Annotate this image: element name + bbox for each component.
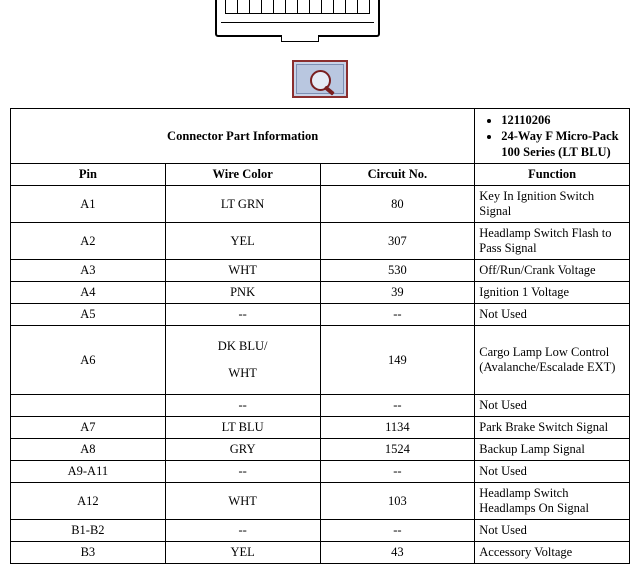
cell-function: Headlamp Switch Headlamps On Signal <box>475 483 630 520</box>
cell-pin: A2 <box>11 223 166 260</box>
cell-circuit: -- <box>320 304 475 326</box>
cell-circuit: -- <box>320 395 475 417</box>
table-row <box>11 417 630 439</box>
connector-cavity <box>226 0 238 13</box>
cell-wire: YEL <box>165 223 320 260</box>
table-row <box>11 483 630 520</box>
header-circuit-no: Circuit No. <box>320 164 475 186</box>
magnifier-icon <box>296 64 344 94</box>
cell-circuit: 1134 <box>320 417 475 439</box>
cell-pin: A7 <box>11 417 166 439</box>
header-wire-color: Wire Color <box>165 164 320 186</box>
connector-cavity-row <box>225 0 370 14</box>
connector-cavity <box>274 0 286 13</box>
cell-wire: LT BLU <box>165 417 320 439</box>
cell-circuit: 307 <box>320 223 475 260</box>
table-row <box>11 223 630 260</box>
cell-function: Not Used <box>475 461 630 483</box>
connector-cavity <box>286 0 298 13</box>
cell-pin: A8 <box>11 439 166 461</box>
cell-circuit: -- <box>320 461 475 483</box>
cell-pin: A6 <box>11 326 166 395</box>
connector-latch-tab <box>281 35 319 42</box>
cell-wire <box>165 326 320 395</box>
cell-pin: A3 <box>11 260 166 282</box>
cell-function: Not Used <box>475 304 630 326</box>
connector-lower-section <box>221 22 374 32</box>
connector-table <box>10 108 630 564</box>
cell-function: Accessory Voltage <box>475 542 630 564</box>
table-row <box>11 186 630 223</box>
part-information-label: Connector Part Information <box>11 109 475 164</box>
cell-circuit: 530 <box>320 260 475 282</box>
table-row <box>11 542 630 564</box>
connector-housing <box>215 0 380 37</box>
part-information-row <box>11 109 630 164</box>
cell-circuit: 103 <box>320 483 475 520</box>
connector-cavity <box>298 0 310 13</box>
cell-wire: WHT <box>165 260 320 282</box>
connector-cavity <box>250 0 262 13</box>
table-row <box>11 461 630 483</box>
cell-function: Key In Ignition Switch Signal <box>475 186 630 223</box>
table-row <box>11 260 630 282</box>
cell-pin: A12 <box>11 483 166 520</box>
cell-function: Off/Run/Crank Voltage <box>475 260 630 282</box>
connector-cavity <box>262 0 274 13</box>
cell-circuit: 149 <box>320 326 475 395</box>
cell-pin: A4 <box>11 282 166 304</box>
cell-circuit: 43 <box>320 542 475 564</box>
cell-function: Not Used <box>475 395 630 417</box>
table-row <box>11 282 630 304</box>
connector-cavity <box>334 0 346 13</box>
cell-circuit: 80 <box>320 186 475 223</box>
cell-pin: A5 <box>11 304 166 326</box>
connector-cavity <box>346 0 358 13</box>
cell-circuit: -- <box>320 520 475 542</box>
cell-function: Backup Lamp Signal <box>475 439 630 461</box>
cell-pin <box>11 395 166 417</box>
table-row <box>11 304 630 326</box>
part-information-values <box>475 109 630 164</box>
connector-diagram <box>0 0 640 108</box>
part-description: • 24-Way F Micro-Pack 100 Series (LT BLU) <box>501 128 625 160</box>
cell-wire: YEL <box>165 542 320 564</box>
cell-pin: A1 <box>11 186 166 223</box>
cell-wire: GRY <box>165 439 320 461</box>
cell-circuit: 39 <box>320 282 475 304</box>
cell-function: Cargo Lamp Low Control (Avalanche/Escalade EXT) <box>475 326 630 395</box>
table-row <box>11 520 630 542</box>
cell-wire-line1: DK BLU/ <box>217 339 268 353</box>
cell-wire: PNK <box>165 282 320 304</box>
cell-function: Not Used <box>475 520 630 542</box>
cell-wire: -- <box>165 395 320 417</box>
cell-wire: -- <box>165 461 320 483</box>
cell-pin: B3 <box>11 542 166 564</box>
table-row <box>11 395 630 417</box>
connector-cavity <box>358 0 369 13</box>
cell-wire: LT GRN <box>165 186 320 223</box>
cell-wire: -- <box>165 304 320 326</box>
cell-function: Ignition 1 Voltage <box>475 282 630 304</box>
cell-wire: WHT <box>165 483 320 520</box>
zoom-button[interactable] <box>292 60 348 98</box>
cell-function: Park Brake Switch Signal <box>475 417 630 439</box>
cell-wire: -- <box>165 520 320 542</box>
cell-wire-line2: WHT <box>228 366 257 380</box>
connector-cavity <box>310 0 322 13</box>
connector-cavity <box>238 0 250 13</box>
cell-function: Headlamp Switch Flash to Pass Signal <box>475 223 630 260</box>
magnifier-handle <box>324 85 335 95</box>
header-function: Function <box>475 164 630 186</box>
cell-pin: A9-A11 <box>11 461 166 483</box>
cell-pin: B1-B2 <box>11 520 166 542</box>
part-number: • 12110206 <box>501 112 625 128</box>
header-pin: Pin <box>11 164 166 186</box>
table-row <box>11 439 630 461</box>
connector-cavity <box>322 0 334 13</box>
cell-circuit: 1524 <box>320 439 475 461</box>
table-row <box>11 326 630 395</box>
table-header-row <box>11 164 630 186</box>
